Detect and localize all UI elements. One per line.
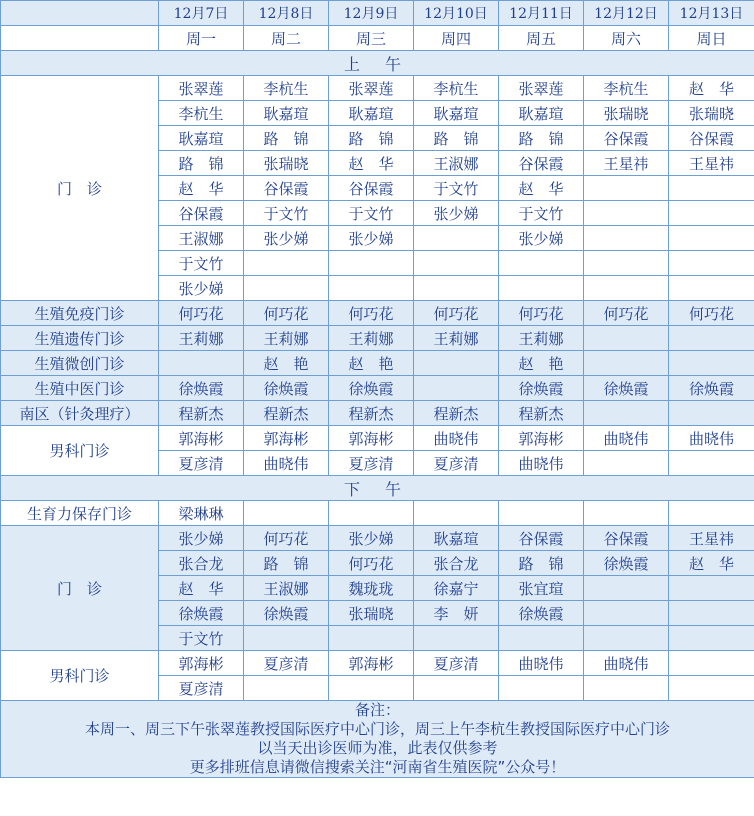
doctor-cell: 谷保霞 [669, 126, 754, 151]
date-cell: 12月11日 [499, 1, 584, 26]
andrology-row [1, 651, 754, 676]
doctor-cell: 王淑娜 [244, 576, 329, 601]
doctor-cell [414, 276, 499, 301]
section-title-morning: 上 午 [1, 51, 754, 76]
doctor-cell [244, 626, 329, 651]
doctor-cell [669, 326, 754, 351]
doctor-cell: 张宜瑄 [499, 576, 584, 601]
doctor-cell: 张合龙 [414, 551, 499, 576]
doctor-cell: 耿嘉瑄 [499, 101, 584, 126]
doctor-cell: 谷保霞 [499, 151, 584, 176]
department-row [1, 401, 754, 426]
doctor-cell: 赵 艳 [329, 351, 414, 376]
doctor-cell: 耿嘉瑄 [244, 101, 329, 126]
doctor-cell [499, 626, 584, 651]
weekday-cell: 周三 [329, 26, 414, 51]
doctor-cell: 李杭生 [584, 76, 669, 101]
doctor-cell [669, 226, 754, 251]
doctor-cell: 谷保霞 [159, 201, 244, 226]
department-label: 门 诊 [1, 526, 159, 651]
weekday-cell: 周一 [159, 26, 244, 51]
doctor-cell: 曲晓伟 [499, 451, 584, 476]
clinic-row [1, 526, 754, 551]
doctor-cell [329, 251, 414, 276]
doctor-cell [244, 676, 329, 701]
doctor-cell [584, 676, 669, 701]
date-cell: 12月9日 [329, 1, 414, 26]
doctor-cell: 徐焕霞 [329, 376, 414, 401]
notes-row [1, 701, 754, 778]
department-label: 南区（针灸理疗） [1, 401, 159, 426]
doctor-cell: 张少娣 [159, 526, 244, 551]
doctor-cell [584, 451, 669, 476]
doctor-cell [584, 576, 669, 601]
date-cell: 12月10日 [414, 1, 499, 26]
doctor-cell [244, 501, 329, 526]
doctor-cell [669, 251, 754, 276]
doctor-cell: 郭海彬 [329, 651, 414, 676]
clinic-row [1, 76, 754, 101]
notes-block [1, 701, 754, 778]
doctor-cell [244, 276, 329, 301]
doctor-cell [584, 351, 669, 376]
date-cell: 12月8日 [244, 1, 329, 26]
doctor-cell: 张瑞晓 [329, 601, 414, 626]
section-title-afternoon: 下 午 [1, 476, 754, 501]
doctor-cell [414, 501, 499, 526]
doctor-cell: 谷保霞 [584, 126, 669, 151]
doctor-cell: 谷保霞 [329, 176, 414, 201]
doctor-cell: 郭海彬 [329, 426, 414, 451]
doctor-cell [669, 276, 754, 301]
doctor-cell: 于文竹 [499, 201, 584, 226]
department-row [1, 501, 754, 526]
doctor-cell: 张翠莲 [159, 76, 244, 101]
doctor-cell [414, 676, 499, 701]
doctor-cell [584, 326, 669, 351]
doctor-cell: 程新杰 [244, 401, 329, 426]
date-cell: 12月13日 [669, 1, 754, 26]
doctor-cell: 张翠莲 [499, 76, 584, 101]
weekday-cell: 周日 [669, 26, 754, 51]
department-label: 生殖免疫门诊 [1, 301, 159, 326]
doctor-cell [584, 226, 669, 251]
doctor-cell [499, 676, 584, 701]
department-label: 男科门诊 [1, 426, 159, 476]
doctor-cell: 郭海彬 [159, 426, 244, 451]
doctor-cell: 王莉娜 [159, 326, 244, 351]
doctor-cell: 于文竹 [159, 251, 244, 276]
doctor-cell: 曲晓伟 [584, 651, 669, 676]
department-label: 门 诊 [1, 76, 159, 301]
doctor-cell: 路 锦 [414, 126, 499, 151]
doctor-cell: 王星祎 [669, 526, 754, 551]
doctor-cell: 赵 华 [669, 76, 754, 101]
doctor-cell [329, 276, 414, 301]
doctor-cell: 张少娣 [499, 226, 584, 251]
doctor-cell: 张合龙 [159, 551, 244, 576]
doctor-cell: 于文竹 [414, 176, 499, 201]
doctor-cell: 谷保霞 [584, 526, 669, 551]
doctor-cell [669, 626, 754, 651]
doctor-cell [669, 451, 754, 476]
weekday-cell: 周五 [499, 26, 584, 51]
doctor-cell: 谷保霞 [499, 526, 584, 551]
doctor-cell [669, 601, 754, 626]
doctor-cell: 程新杰 [159, 401, 244, 426]
doctor-cell [414, 376, 499, 401]
doctor-cell: 夏彦清 [159, 676, 244, 701]
doctor-cell: 赵 艳 [499, 351, 584, 376]
doctor-cell: 张少娣 [159, 276, 244, 301]
doctor-cell: 徐焕霞 [584, 376, 669, 401]
department-row [1, 301, 754, 326]
doctor-cell: 徐嘉宁 [414, 576, 499, 601]
doctor-cell: 张少娣 [414, 201, 499, 226]
doctor-cell [584, 276, 669, 301]
doctor-cell: 路 锦 [244, 126, 329, 151]
doctor-cell: 何巧花 [584, 301, 669, 326]
doctor-cell: 郭海彬 [159, 651, 244, 676]
doctor-cell: 夏彦清 [329, 451, 414, 476]
doctor-cell [584, 176, 669, 201]
doctor-cell: 张瑞晓 [244, 151, 329, 176]
doctor-cell: 路 锦 [329, 126, 414, 151]
doctor-cell [499, 251, 584, 276]
doctor-cell: 何巧花 [414, 301, 499, 326]
doctor-cell: 王星祎 [669, 151, 754, 176]
doctor-cell: 曲晓伟 [244, 451, 329, 476]
doctor-cell: 郭海彬 [499, 426, 584, 451]
doctor-cell: 赵 华 [329, 151, 414, 176]
doctor-cell: 夏彦清 [159, 451, 244, 476]
doctor-cell [414, 626, 499, 651]
doctor-cell: 于文竹 [244, 201, 329, 226]
department-row [1, 326, 754, 351]
doctor-cell: 路 锦 [499, 551, 584, 576]
corner-cell [1, 26, 159, 51]
doctor-cell: 路 锦 [244, 551, 329, 576]
doctor-cell: 徐焕霞 [669, 376, 754, 401]
doctor-cell: 李 妍 [414, 601, 499, 626]
doctor-cell: 赵 华 [499, 176, 584, 201]
doctor-cell: 王莉娜 [244, 326, 329, 351]
doctor-cell [584, 626, 669, 651]
doctor-cell: 赵 华 [669, 551, 754, 576]
doctor-cell [669, 401, 754, 426]
doctor-cell: 张瑞晓 [584, 101, 669, 126]
doctor-cell: 徐焕霞 [159, 601, 244, 626]
andrology-row [1, 426, 754, 451]
doctor-cell: 王淑娜 [159, 226, 244, 251]
doctor-cell: 王莉娜 [499, 326, 584, 351]
doctor-cell: 程新杰 [499, 401, 584, 426]
doctor-cell [244, 251, 329, 276]
doctor-cell [414, 226, 499, 251]
date-cell: 12月12日 [584, 1, 669, 26]
doctor-cell: 赵 华 [159, 576, 244, 601]
doctor-cell: 曲晓伟 [584, 426, 669, 451]
doctor-cell: 何巧花 [669, 301, 754, 326]
doctor-cell: 路 锦 [499, 126, 584, 151]
doctor-cell [584, 251, 669, 276]
doctor-cell [669, 176, 754, 201]
doctor-cell: 张瑞晓 [669, 101, 754, 126]
doctor-cell [329, 501, 414, 526]
doctor-cell [669, 651, 754, 676]
department-label: 生殖遗传门诊 [1, 326, 159, 351]
corner-cell [1, 1, 159, 26]
doctor-cell: 程新杰 [329, 401, 414, 426]
note-line: 备注： [354, 701, 400, 719]
doctor-cell [584, 401, 669, 426]
doctor-cell [499, 501, 584, 526]
doctor-cell [669, 676, 754, 701]
doctor-cell [414, 351, 499, 376]
doctor-cell: 夏彦清 [414, 451, 499, 476]
doctor-cell [499, 276, 584, 301]
doctor-cell [669, 351, 754, 376]
doctor-cell [329, 626, 414, 651]
doctor-cell: 于文竹 [159, 626, 244, 651]
doctor-cell [669, 201, 754, 226]
doctor-cell [584, 201, 669, 226]
doctor-cell [584, 501, 669, 526]
doctor-cell: 谷保霞 [244, 176, 329, 201]
department-label: 生育力保存门诊 [1, 501, 159, 526]
department-label: 男科门诊 [1, 651, 159, 701]
note-line: 以当天出诊医师为准，此表仅供参考 [257, 739, 498, 757]
doctor-cell: 何巧花 [499, 301, 584, 326]
doctor-cell: 于文竹 [329, 201, 414, 226]
doctor-cell: 夏彦清 [414, 651, 499, 676]
doctor-cell: 徐焕霞 [584, 551, 669, 576]
doctor-cell: 王莉娜 [414, 326, 499, 351]
doctor-cell: 李杭生 [414, 76, 499, 101]
doctor-cell: 王莉娜 [329, 326, 414, 351]
doctor-cell: 何巧花 [244, 526, 329, 551]
date-header-row [1, 1, 754, 26]
doctor-cell: 程新杰 [414, 401, 499, 426]
doctor-cell: 路 锦 [159, 151, 244, 176]
doctor-cell: 张少娣 [329, 526, 414, 551]
note-line: 本周一、周三下午张翠莲教授国际医疗中心门诊，周三上午李杭生教授国际医疗中心门诊 [84, 720, 670, 738]
doctor-cell: 张翠莲 [329, 76, 414, 101]
doctor-cell [669, 501, 754, 526]
doctor-cell [414, 251, 499, 276]
doctor-cell: 曲晓伟 [669, 426, 754, 451]
note-line: 更多排班信息请微信搜索关注“河南省生殖医院”公众号！ [189, 758, 566, 776]
doctor-cell [159, 351, 244, 376]
doctor-cell: 夏彦清 [244, 651, 329, 676]
department-label: 生殖中医门诊 [1, 376, 159, 401]
doctor-cell: 曲晓伟 [414, 426, 499, 451]
section-row-afternoon [1, 476, 754, 501]
doctor-cell [329, 676, 414, 701]
doctor-cell [669, 576, 754, 601]
department-label: 生殖微创门诊 [1, 351, 159, 376]
doctor-cell: 王淑娜 [414, 151, 499, 176]
doctor-cell: 郭海彬 [244, 426, 329, 451]
doctor-cell: 耿嘉瑄 [159, 126, 244, 151]
weekday-cell: 周二 [244, 26, 329, 51]
doctor-cell: 曲晓伟 [499, 651, 584, 676]
doctor-cell: 何巧花 [329, 551, 414, 576]
doctor-cell: 何巧花 [244, 301, 329, 326]
doctor-cell [584, 601, 669, 626]
doctor-cell: 李杭生 [159, 101, 244, 126]
doctor-cell: 赵 华 [159, 176, 244, 201]
doctor-cell: 何巧花 [159, 301, 244, 326]
doctor-cell: 徐焕霞 [244, 601, 329, 626]
doctor-cell: 徐焕霞 [159, 376, 244, 401]
weekday-cell: 周四 [414, 26, 499, 51]
doctor-cell: 徐焕霞 [499, 376, 584, 401]
doctor-cell: 耿嘉瑄 [329, 101, 414, 126]
doctor-cell: 徐焕霞 [499, 601, 584, 626]
doctor-cell: 王星祎 [584, 151, 669, 176]
weekday-header-row [1, 26, 754, 51]
department-row [1, 351, 754, 376]
doctor-cell: 张少娣 [329, 226, 414, 251]
weekday-cell: 周六 [584, 26, 669, 51]
doctor-cell: 魏珑珑 [329, 576, 414, 601]
doctor-cell: 梁琳琳 [159, 501, 244, 526]
doctor-cell: 赵 艳 [244, 351, 329, 376]
doctor-cell: 耿嘉瑄 [414, 101, 499, 126]
date-cell: 12月7日 [159, 1, 244, 26]
section-row-morning [1, 51, 754, 76]
doctor-cell: 张少娣 [244, 226, 329, 251]
doctor-cell: 李杭生 [244, 76, 329, 101]
doctor-cell: 徐焕霞 [244, 376, 329, 401]
department-row [1, 376, 754, 401]
doctor-cell: 耿嘉瑄 [414, 526, 499, 551]
doctor-cell: 何巧花 [329, 301, 414, 326]
